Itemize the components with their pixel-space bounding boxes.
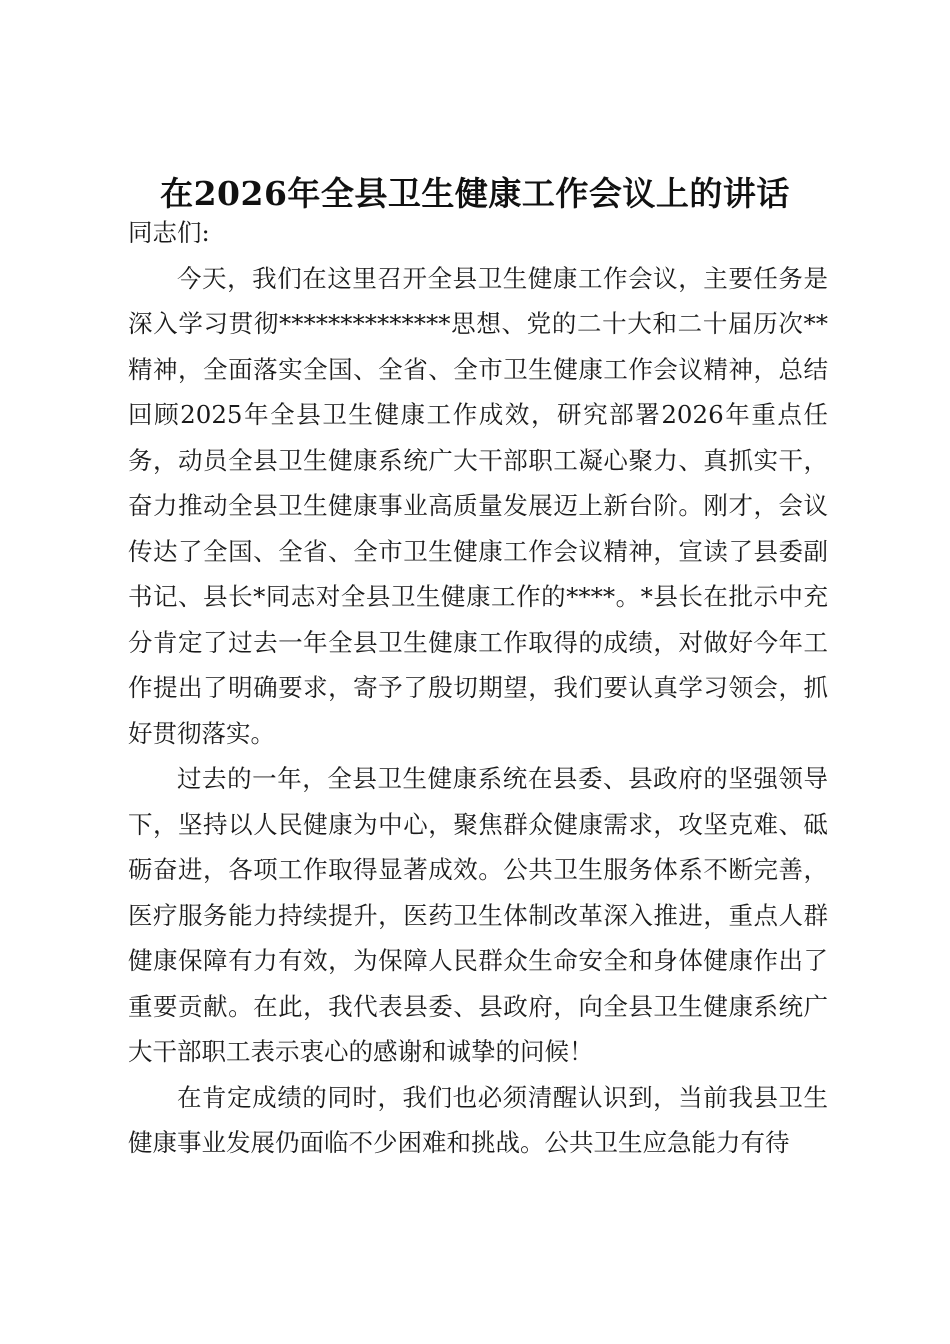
paragraph-2: 过去的一年，全县卫生健康系统在县委、县政府的坚强领导下，坚持以人民健康为中心，聚焦群众健康需求，攻坚克难、砥砺奋进，各项工作取得显著成效。公共卫生服务体系不断完善，医疗服务能力持续提升，医药卫生体制改革深入推进，重点人群健康保障有力有效，为保障人民群众生命安全和身体健康作出了重要贡献。在此，我代表县委、县政府，向全县卫生健康系统广大干部职工表示衷心的感谢和诚挚的问候！ — [128, 764, 828, 1066]
document-body — [128, 210, 828, 1166]
paragraph-1: 今天，我们在这里召开全县卫生健康工作会议，主要任务是深入学习贯彻**************思想、党的二十大和二十届历次**精神，全面落实全国、全省、全市卫生健康工作会议精神，总结回顾2025年全县卫生健康工作成效，研究部署2026年重点任务，动员全县卫生健康系统广大干部职工凝心聚力、真抓实干，奋力推动全县卫生健康事业高质量发展迈上新台阶。刚才，会议传达了全国、全省、全市卫生健康工作会议精神，宣读了县委副书记、县长*同志对全县卫生健康工作的****。*县长在批示中充分肯定了过去一年全县卫生健康工作取得的成绩，对做好今年工作提出了明确要求，寄予了殷切期望，我们要认真学习领会，抓好贯彻落实。 — [128, 263, 828, 748]
paragraph-3: 在肯定成绩的同时，我们也必须清醒认识到，当前我县卫生健康事业发展仍面临不少困难和挑战。公共卫生应急能力有待 — [128, 1082, 828, 1157]
greeting-line: 同志们: — [128, 218, 210, 247]
document-title: 在2026年全县卫生健康工作会议上的讲话 — [160, 174, 790, 213]
